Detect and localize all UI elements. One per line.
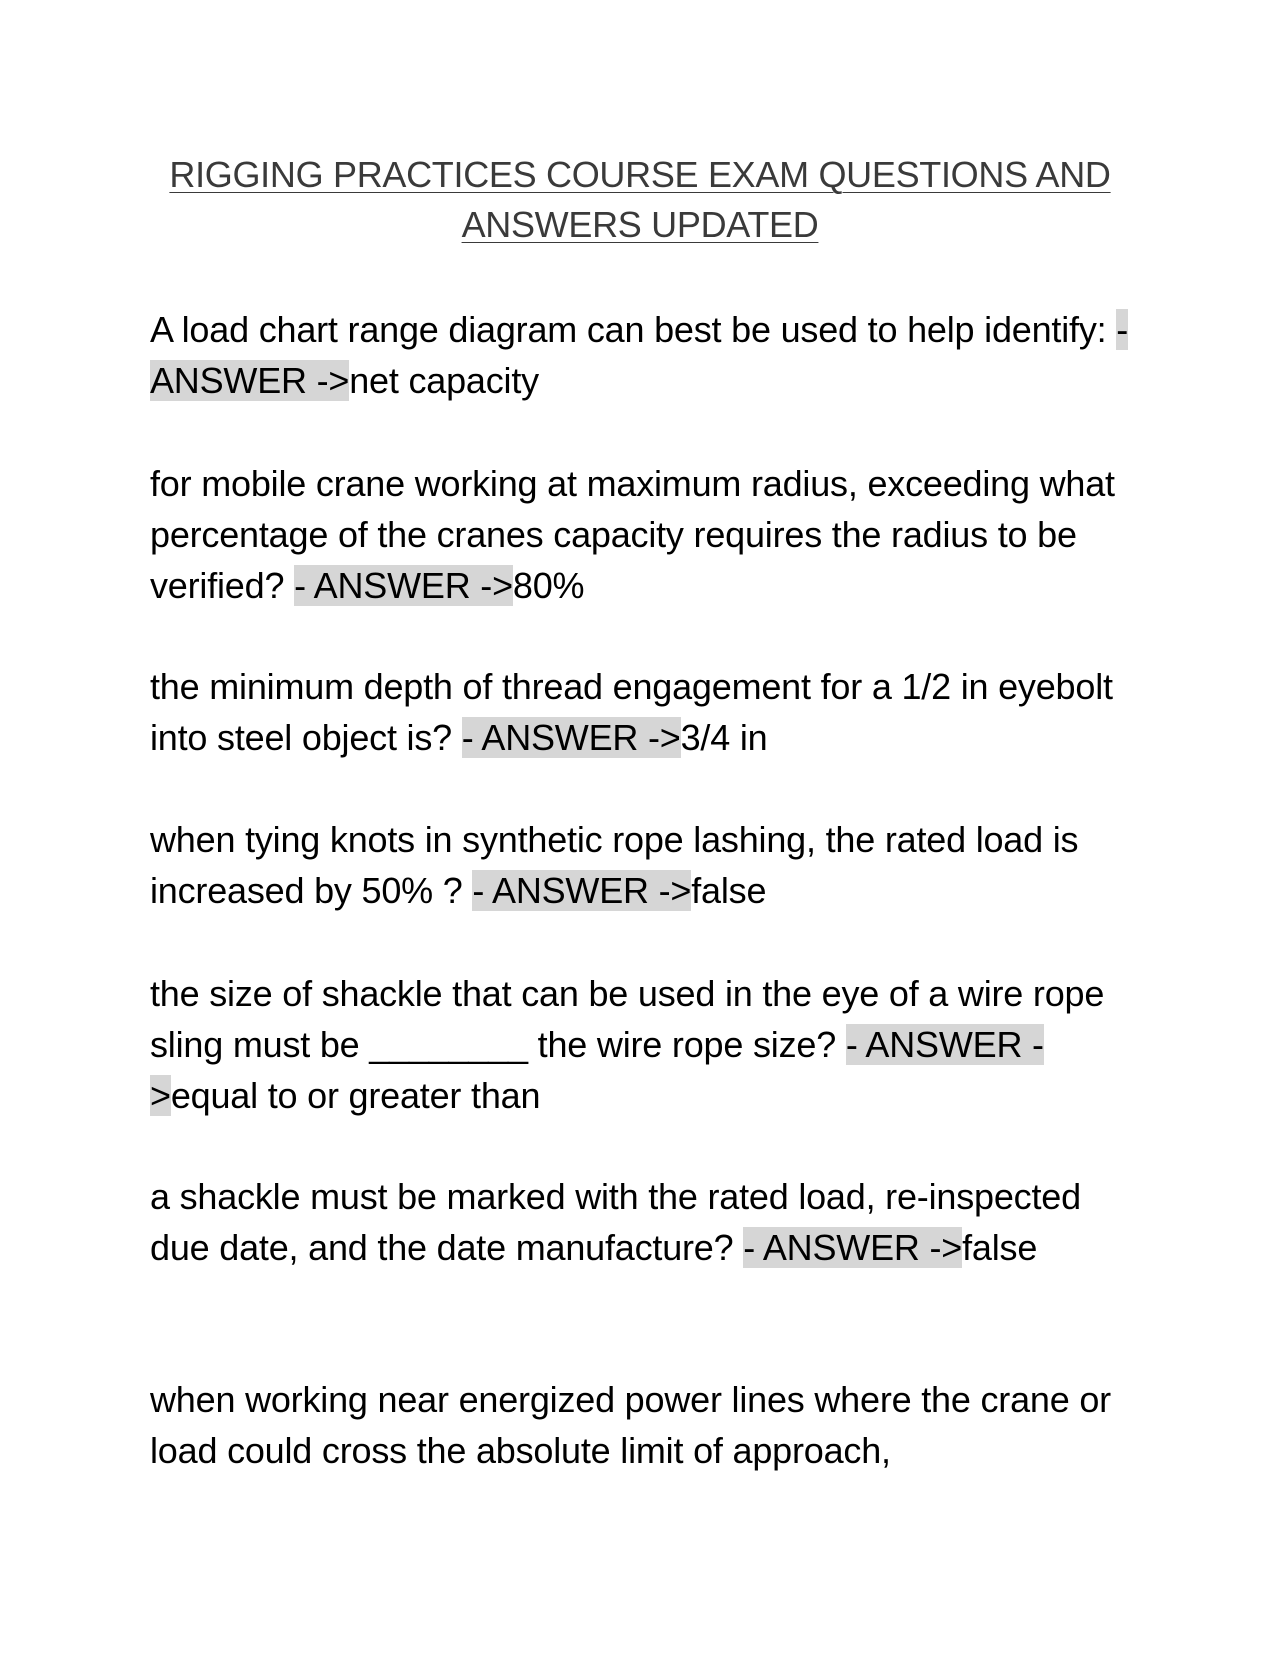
- question-text: when tying knots in synthetic rope lashing, the rated load is increased by 50% ?: [150, 819, 1079, 911]
- question-text: the size of shackle that can be used in the eye of a wire rope sling must be ________ the wire rope size?: [150, 973, 1105, 1065]
- answer-text: equal to or greater than: [170, 1075, 541, 1116]
- qa-item: [150, 1374, 1140, 1476]
- document-title: [150, 150, 1130, 250]
- qa-item: [150, 304, 1140, 406]
- question-text: the minimum depth of thread engagement for a 1/2 in eyebolt into steel object is?: [150, 666, 1113, 758]
- answer-text: false: [962, 1227, 1038, 1268]
- qa-item: [150, 1171, 1140, 1273]
- question-text: a shackle must be marked with the rated load, re-inspected due date, and the date manufacture?: [150, 1176, 1081, 1268]
- answer-marker: - ANSWER ->: [461, 717, 681, 758]
- answer-text: false: [691, 870, 767, 911]
- title-line-1: RIGGING PRACTICES COURSE EXAM QUESTIONS AND: [169, 154, 1111, 195]
- qa-item: [150, 968, 1140, 1121]
- answer-marker: - ANSWER ->: [150, 1024, 1044, 1116]
- answer-marker: - ANSWER ->: [150, 309, 1129, 401]
- question-text: A load chart range diagram can best be used to help identify:: [150, 309, 1117, 350]
- qa-item: [150, 661, 1140, 763]
- answer-text: 3/4 in: [680, 717, 768, 758]
- question-text: when working near energized power lines where the crane or load could cross the absolute limit of approach,: [150, 1379, 1111, 1471]
- answer-marker: - ANSWER ->: [743, 1227, 963, 1268]
- qa-item: [150, 458, 1140, 611]
- question-text: for mobile crane working at maximum radius, exceeding what percentage of the cranes capacity requires the radius to be verified?: [150, 463, 1115, 606]
- answer-marker: - ANSWER ->: [472, 870, 692, 911]
- answer-text: net capacity: [349, 360, 539, 401]
- title-line-2: ANSWERS UPDATED: [461, 204, 819, 245]
- qa-item: [150, 814, 1140, 916]
- answer-marker: - ANSWER ->: [294, 565, 513, 606]
- answer-text: 80%: [512, 565, 585, 606]
